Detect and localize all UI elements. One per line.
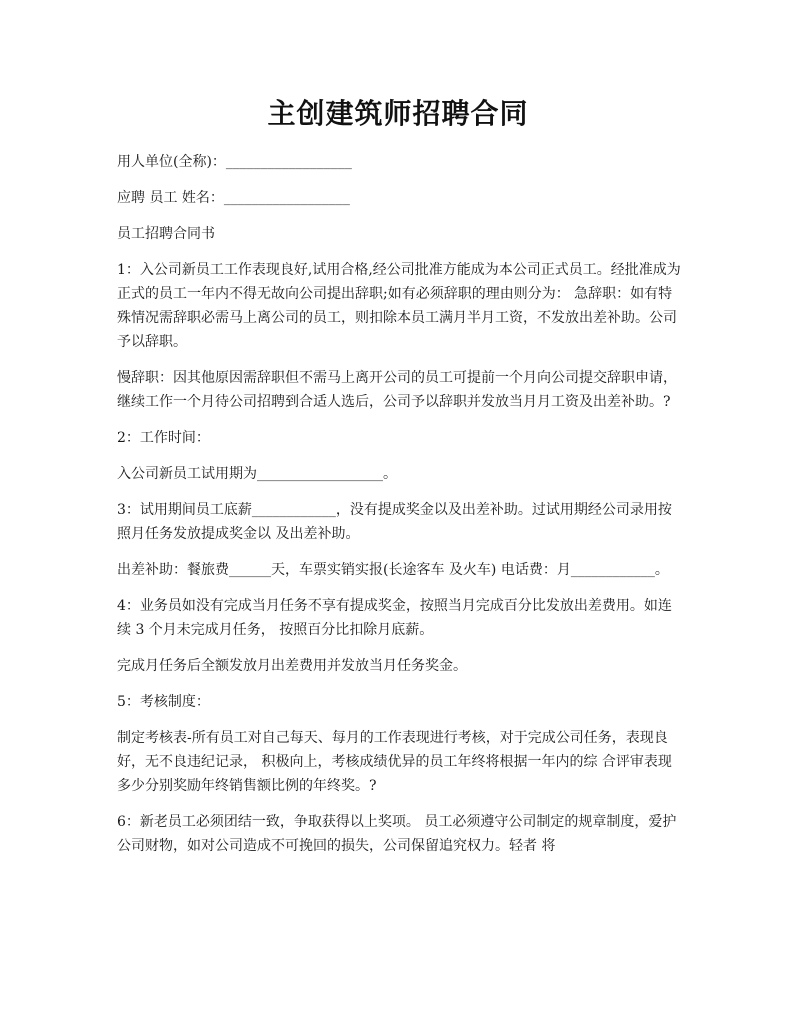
applicant-name-line: 应聘 员工 姓名：__________________ [117, 190, 350, 206]
clause-4-paragraph: 4：业务员如没有完成当月任务不享有提成奖金，按照当月完成百分比发放出差费用。如连续 3 个月未完成月任务， 按照百分比扣除月底薪。 [117, 598, 672, 638]
clause-3-paragraph: 3：试用期间员工底薪____________，没有提成奖金以及出差补助。过试用期经公司录用按照月任务发放提成奖金以 及出差补助。 [117, 502, 672, 542]
employer-name-line: 用人单位(全称)：__________________ [117, 154, 352, 170]
clause-5-paragraph: 制定考核表-所有员工对自己每天、每月的工作表现进行考核，对于完成公司任务，表现良好，无不良违纪记录， 积极向上，考核成绩优异的员工年终将根据一年内的综 合评审表现多少分别奖励年终销售额比例的年终奖。? [117, 730, 672, 794]
clause-6-paragraph: 6：新老员工必须团结一致，争取获得以上奖项。 员工必须遵守公司制定的规章制度，爱护公司财物，如对公司造成不可挽回的损失，公司保留追究权力。轻者 将 [117, 814, 677, 854]
document-body [117, 150, 683, 870]
clause-2-heading: 2：工作时间： [117, 430, 210, 446]
clause-1-paragraph: 1：入公司新员工工作表现良好,试用合格,经公司批准方能成为本公司正式员工。经批准成为正式的员工一年内不得无故向公司提出辞职;如有必须辞职的理由则分为： 急辞职：如有特殊情况需辞职必需马上离公司的员工，则扣除本员工满月半月工资，不发放出差补助。公司予以辞职。 [117, 262, 681, 350]
clause-1-slow-resignation: 慢辞职：因其他原因需辞职但不需马上离开公司的员工可提前一个月向公司提交辞职申请，继续工作一个月待公司招聘到合适人选后，公司予以辞职并发放当月月工资及出差补助。? [117, 370, 677, 410]
clause-5-heading: 5：考核制度： [117, 694, 210, 710]
section-heading: 员工招聘合同书 [117, 226, 215, 242]
document-title: 主创建筑师招聘合同 [267, 97, 529, 130]
travel-allowance-line: 出差补助：餐旅费______天，车票实销实报(长途客车 及火车) 电话费：月____________。 [117, 562, 669, 578]
clause-4-bonus-line: 完成月任务后全额发放月出差费用并发放当月任务奖金。 [117, 658, 467, 674]
probation-period-line: 入公司新员工试用期为__________________。 [117, 466, 397, 482]
